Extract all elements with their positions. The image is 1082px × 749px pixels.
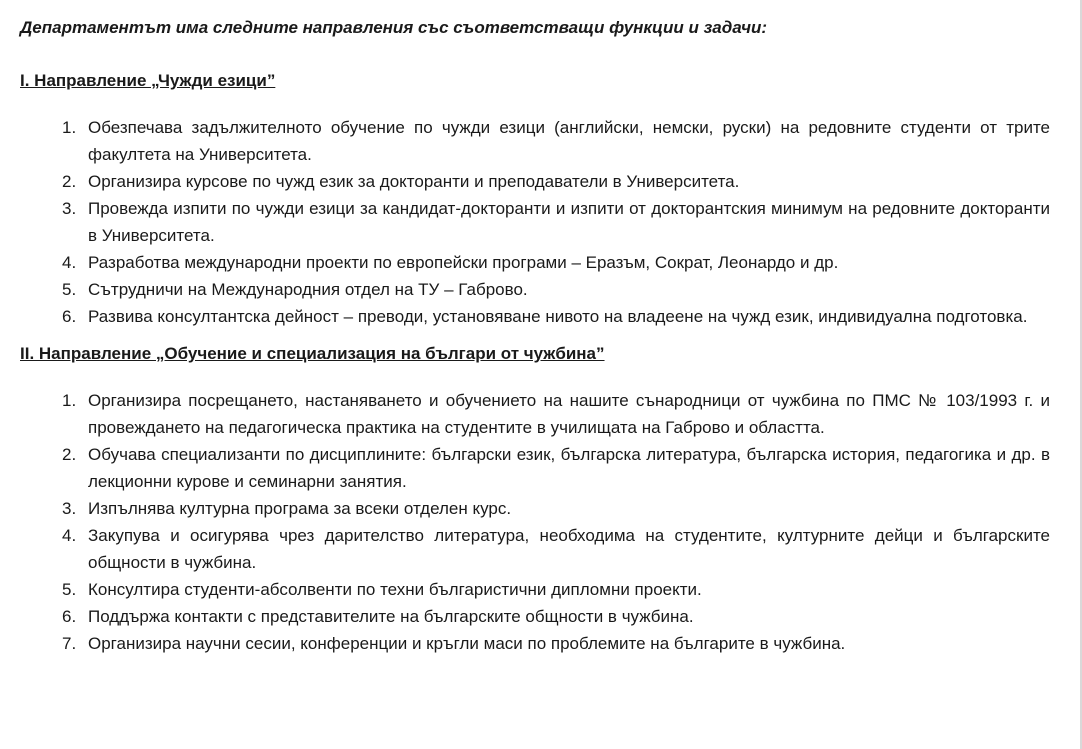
section-2-list (20, 387, 1050, 657)
list-item (20, 114, 1050, 168)
list-item-text: Организира курсове по чужд език за докторанти и преподаватели в Университета. (88, 172, 740, 191)
list-item-number: 6. (62, 307, 77, 326)
list-item-number: 6. (62, 607, 77, 626)
list-item (20, 168, 1050, 195)
list-item-text: Разработва международни проекти по европейски програми – Еразъм, Сократ, Леонардо и др. (88, 253, 839, 272)
list-item-text: Организира научни сесии, конференции и кръгли маси по проблемите на българите в чужбина. (88, 634, 846, 653)
list-item-number: 4. (62, 526, 77, 545)
list-item-text: Консултира студенти-абсолвенти по техни българистични дипломни проекти. (88, 580, 702, 599)
intro-text: Департаментът има следните направления със съответстващи функции и задачи: (20, 18, 768, 37)
list-item-number: 7. (62, 634, 77, 653)
list-item (20, 441, 1050, 495)
section-1-list (20, 114, 1050, 330)
list-item-text: Изпълнява културна програма за всеки отделен курс. (88, 499, 512, 518)
list-item (20, 576, 1050, 603)
document-page (20, 14, 1050, 657)
list-item-text: Организира посрещането, настаняването и обучението на нашите сънародници от чужбина по ПМС № 103/1993 г. и провеждането на педагогическа практика на студентите в училищата на Габрово и областта. (88, 391, 1050, 437)
list-item (20, 630, 1050, 657)
list-item (20, 303, 1050, 330)
list-item (20, 603, 1050, 630)
list-item-text: Обезпечава задължителното обучение по чужди езици (английски, немски, руски) на редовните студенти от трите факултета на Университета. (88, 118, 1050, 164)
list-item (20, 495, 1050, 522)
list-item-number: 3. (62, 499, 77, 518)
list-item-text: Сътрудничи на Международния отдел на ТУ – Габрово. (88, 280, 528, 299)
section-title-bulgarians-abroad: II. Направление „Обучение и специализация на българи от чужбина” (20, 344, 605, 363)
list-item-text: Поддържа контакти с представителите на българските общности в чужбина. (88, 607, 694, 626)
list-item-number: 1. (62, 118, 77, 137)
list-item-number: 5. (62, 280, 77, 299)
list-item-number: 1. (62, 391, 77, 410)
list-item-number: 2. (62, 445, 77, 464)
list-item-number: 2. (62, 172, 77, 191)
list-item (20, 195, 1050, 249)
list-item (20, 249, 1050, 276)
list-item-number: 5. (62, 580, 77, 599)
list-item-text: Закупува и осигурява чрез дарителство литература, необходима на студентите, културните дейци и българските общности в чужбина. (88, 526, 1050, 572)
list-item-text: Обучава специализанти по дисциплините: български език, българска литература, българска история, педагогика и др. в лекционни курове и семинарни занятия. (88, 445, 1050, 491)
section-title-foreign-languages: I. Направление „Чужди езици” (20, 71, 276, 90)
list-item (20, 387, 1050, 441)
list-item (20, 522, 1050, 576)
list-item-number: 4. (62, 253, 77, 272)
list-item (20, 276, 1050, 303)
list-item-text: Развива консултантска дейност – преводи, установяване нивото на владеене на чужд език, индивидуална подготовка. (88, 307, 1028, 326)
list-item-number: 3. (62, 199, 77, 218)
list-item-text: Провежда изпити по чужди езици за кандидат-докторанти и изпити от докторантския минимум на редовните докторанти в Университета. (88, 199, 1050, 245)
